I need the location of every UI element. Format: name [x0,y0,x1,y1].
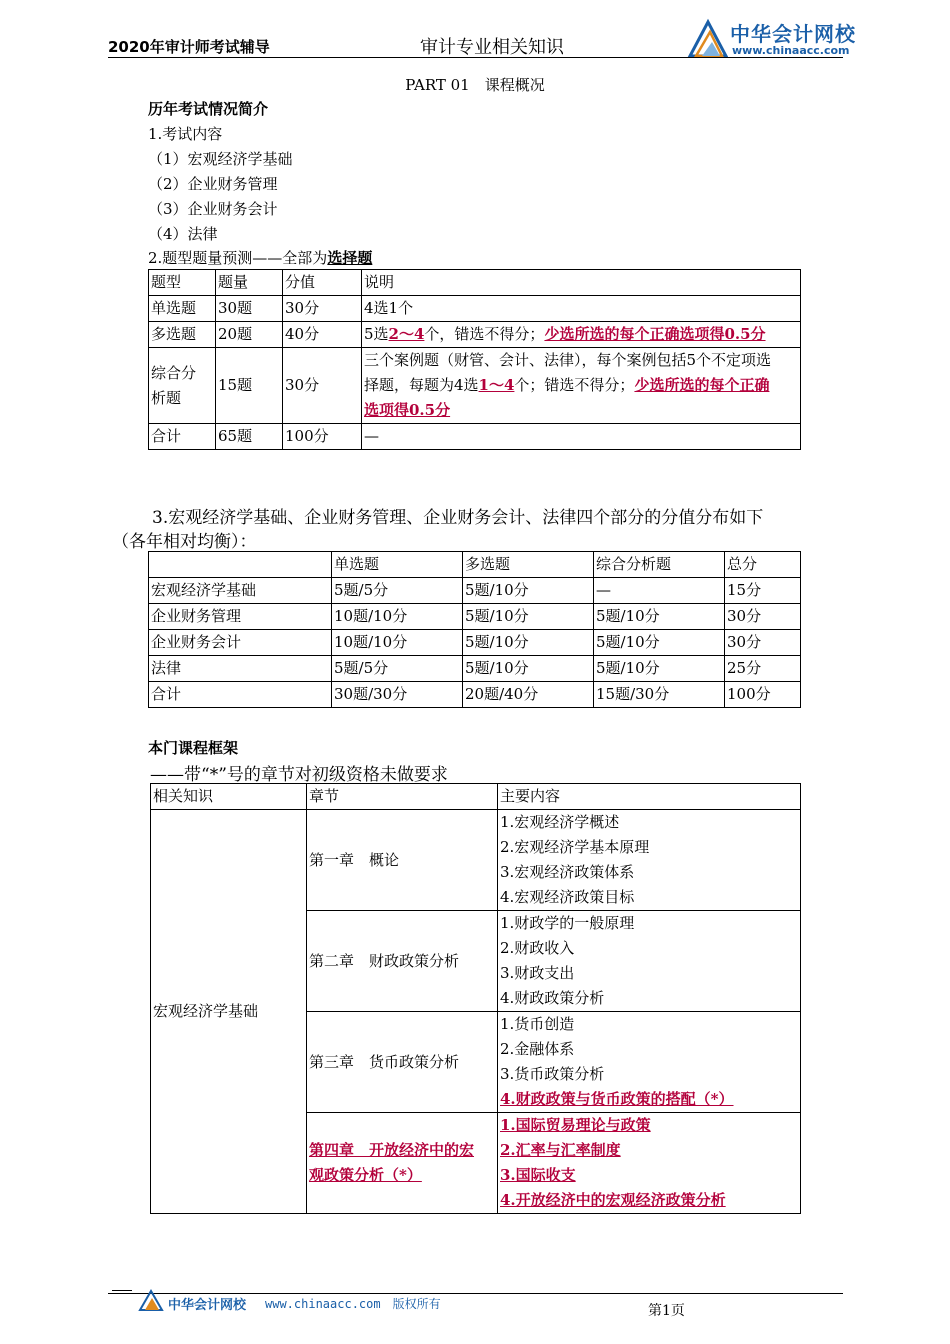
list-item: 3.货币政策分析 [500,1065,605,1083]
page-number: 第1页 [648,1303,685,1319]
table-cell: 5题/10分 [594,630,725,656]
table-cell: 15分 [725,578,801,604]
framework-note: ——带“*”号的章节对初级资格未做要求 [150,765,448,785]
table-cell: 法律 [149,656,332,682]
table-header: 题量 [216,270,283,296]
table-row [149,656,801,682]
desc-text: 个，错选不得分； [424,325,545,343]
table-cell: 4选1个 [362,296,801,322]
course-framework-title: 本门课程框架 [148,739,239,757]
list-item: 2.宏观经济学基本原理 [500,838,650,856]
table-row [149,604,801,630]
content-cell [498,1113,801,1214]
table-row [149,552,801,578]
table-cell: 5题/10分 [594,604,725,630]
desc-highlight: 1～4 [478,376,515,394]
table-cell: 合计 [149,682,332,708]
header-logo [686,16,866,62]
subject-cell: 宏观经济学基础 [151,810,307,1214]
desc-text: 个；错选不得分； [514,376,635,394]
desc-text: 择题，每题为4选 [364,376,479,394]
footer-school-name: 中华会计网校 [168,1298,247,1313]
type-line: 析题 [151,388,182,407]
table-cell: 10题/10分 [332,604,463,630]
list-item: 3.财政支出 [500,964,575,982]
desc-line [364,373,798,398]
list-item: 1.国际贸易理论与政策 [500,1116,651,1134]
list-item: 3.国际收支 [500,1166,576,1184]
chapter-cell: 第三章 货币政策分析 [307,1012,498,1113]
footer-url: www.chinaacc.com 版权所有 [265,1297,441,1311]
content-cell [498,810,801,911]
list-item: 4.宏观经济政策目标 [500,888,635,906]
table-row [149,630,801,656]
table-cell [362,348,801,424]
list-item: 4.财政政策分析 [500,989,605,1007]
table-cell: 10题/10分 [332,630,463,656]
table-cell: 5题/5分 [332,578,463,604]
table-cell: 30题 [216,296,283,322]
table-cell: 30题/30分 [332,682,463,708]
forecast-prefix: 2.题型题量预测——全部为 [148,249,328,267]
score-distribution-line1: 3.宏观经济学基础、企业财务管理、企业财务会计、法律四个部分的分值分布如下 [152,508,764,528]
table-cell: 30分 [725,604,801,630]
footer-dash [112,1290,132,1291]
list-item: 4.开放经济中的宏观经济政策分析 [500,1191,726,1209]
table-row [149,424,801,450]
table-cell: 企业财务管理 [149,604,332,630]
table-header: 多选题 [463,552,594,578]
table-cell: 单选题 [149,296,216,322]
list-item: 4.财政政策与货币政策的搭配（*） [500,1090,734,1108]
table-header: 分值 [283,270,362,296]
list-item: 2.汇率与汇率制度 [500,1141,621,1159]
table-header: 单选题 [332,552,463,578]
type-line: 综合分 [151,363,197,382]
table-cell: 25分 [725,656,801,682]
list-item: 1.财政学的一般原理 [500,914,635,932]
chapter-cell [307,1113,498,1214]
table-row [149,348,801,424]
desc-text: 5选 [364,325,389,343]
table-cell: 30分 [283,348,362,424]
desc-highlight: 2～4 [388,325,425,343]
exam-content-sub-4: （4）法律 [148,225,218,243]
exam-content-sub-2: （2）企业财务管理 [148,175,278,193]
list-item: 1.宏观经济学概述 [500,813,620,831]
table-header: 章节 [307,784,498,810]
table-cell: 100分 [283,424,362,450]
forecast-bold: 选择题 [327,249,373,267]
section-exam-overview-title: 历年考试情况简介 [148,100,269,118]
table-cell: 5题/10分 [463,630,594,656]
desc-text: 三个案例题（财管、会计、法律），每个案例包括5个不定项选 [364,351,772,369]
table-header: 综合分析题 [594,552,725,578]
table-cell: 30分 [725,630,801,656]
chapter-line: 观政策分析（*） [309,1166,422,1184]
logo-url: www.chinaacc.com [732,44,850,57]
table-row [151,810,801,911]
table-header: 相关知识 [151,784,307,810]
table-cell: 5题/10分 [463,656,594,682]
table-cell: 5题/10分 [463,604,594,630]
list-item: 1.货币创造 [500,1015,575,1033]
table-cell: 5题/5分 [332,656,463,682]
table-row [149,270,801,296]
table-cell: 20题 [216,322,283,348]
exam-content-item: 1.考试内容 [148,125,223,143]
chapter-line: 第四章 开放经济中的宏 [309,1141,475,1159]
table-cell: 15题 [216,348,283,424]
table-cell: 30分 [283,296,362,322]
exam-content-sub-1: （1）宏观经济学基础 [148,150,293,168]
table-row [149,578,801,604]
desc-highlight: 选项得0.5分 [364,401,451,419]
table-cell: 15题/30分 [594,682,725,708]
table-cell: 5题/10分 [594,656,725,682]
header-exam-guide: 2020年审计师考试辅导 [108,38,270,56]
table-header: 题型 [149,270,216,296]
table-header: 总分 [725,552,801,578]
chapter-cell: 第一章 概论 [307,810,498,911]
table-cell: — [362,424,801,450]
table-cell: 100分 [725,682,801,708]
list-item: 2.金融体系 [500,1040,575,1058]
chapter-cell: 第二章 财政政策分析 [307,911,498,1012]
desc-highlight: 少选所选的每个正确 [634,376,770,394]
table-cell [362,322,801,348]
table-cell: 5题/10分 [463,578,594,604]
score-distribution-line2: （各年相对均衡）： [112,532,257,552]
table-header [149,552,332,578]
part-title: PART 01 课程概况 [405,76,545,94]
content-cell [498,1012,801,1113]
logo-name: 中华会计网校 [730,22,856,46]
course-framework-table [150,783,801,1214]
table-header: 说明 [362,270,801,296]
school-logo-icon [686,16,728,60]
header-subject-title: 审计专业相关知识 [420,37,564,58]
table-cell: 合计 [149,424,216,450]
score-distribution-table [148,551,801,708]
desc-highlight: 少选所选的每个正确选项得0.5分 [544,325,766,343]
question-type-forecast [148,247,372,268]
table-cell: 企业财务会计 [149,630,332,656]
table-header: 主要内容 [498,784,801,810]
table-cell: 20题/40分 [463,682,594,708]
question-type-table [148,269,801,450]
table-row [151,784,801,810]
table-cell [149,348,216,424]
table-cell: 多选题 [149,322,216,348]
table-row [149,322,801,348]
table-cell: 宏观经济学基础 [149,578,332,604]
list-item: 2.财政收入 [500,939,575,957]
exam-content-sub-3: （3）企业财务会计 [148,200,278,218]
table-cell: 65题 [216,424,283,450]
table-row [149,682,801,708]
header-divider [108,57,843,58]
footer-logo-icon [138,1288,164,1312]
content-cell [498,911,801,1012]
table-row [149,296,801,322]
list-item: 3.宏观经济政策体系 [500,863,635,881]
table-cell: 40分 [283,322,362,348]
table-cell: — [594,578,725,604]
